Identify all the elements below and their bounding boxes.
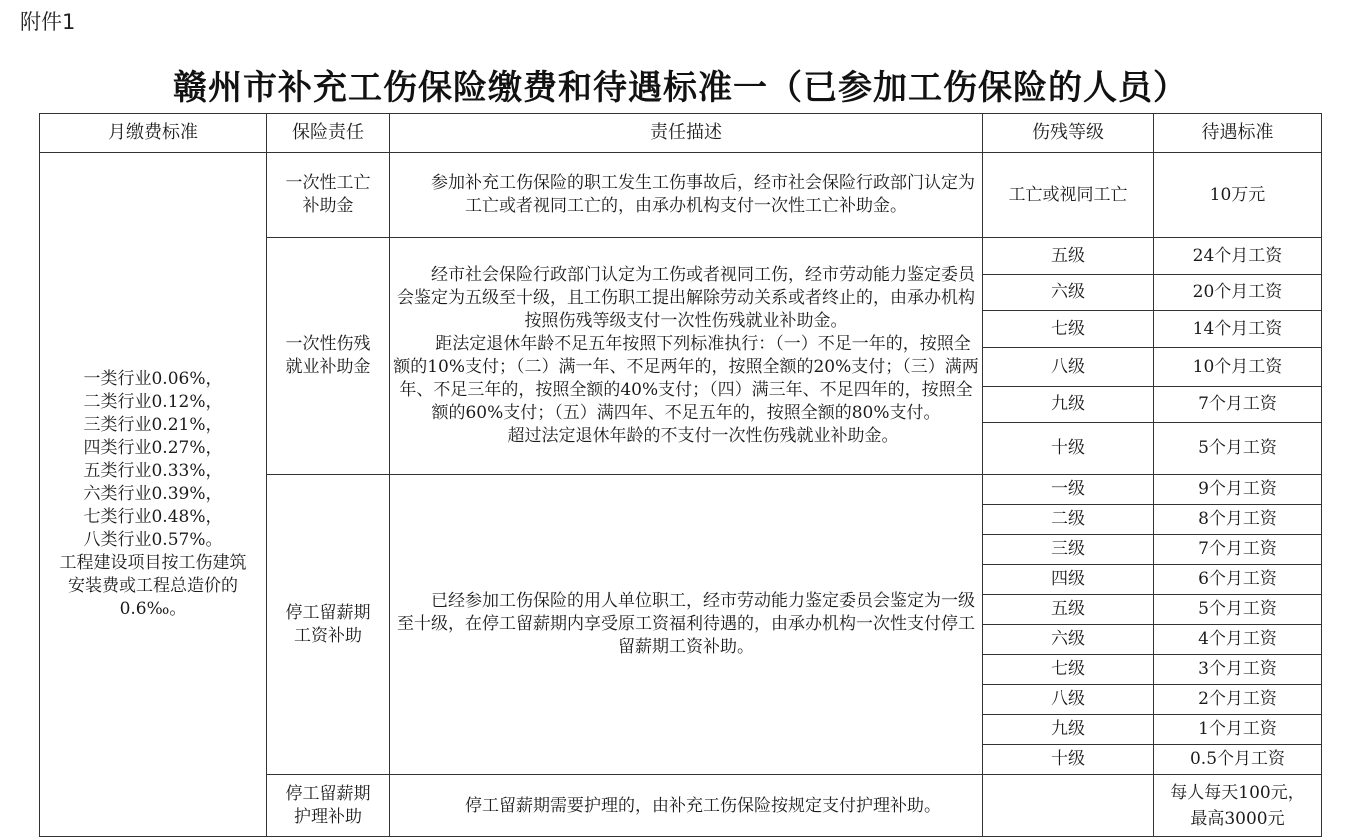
fee-line: 三类行业0.21%，: [83, 415, 223, 436]
grade-cell: 六级: [983, 275, 1154, 311]
header-description: 责任描述: [390, 114, 983, 153]
benefit-cell: 7个月工资: [1154, 535, 1322, 565]
benefit-cell: [1154, 775, 1322, 837]
attachment-label: 附件1: [20, 10, 76, 34]
description-paragraph: 经市社会保险行政部门认定为工伤或者视同工伤，经市劳动能力鉴定委员会鉴定为五级至十级，且工伤职工提出解除劳动关系或者终止的，由承办机构按照伤残等级支付一次性伤残就业补助金。: [397, 265, 975, 332]
fee-line: 一类行业0.06%，: [83, 369, 223, 390]
grade-cell: 五级: [983, 238, 1154, 275]
liability-nursing-subsidy: [267, 775, 390, 837]
benefit-cell: 9个月工资: [1154, 475, 1322, 505]
grade-cell: 四级: [983, 565, 1154, 595]
fee-line: 六类行业0.39%，: [83, 484, 223, 505]
fee-line: 工程建设项目按工伤建筑: [59, 552, 247, 573]
grade-cell: 九级: [983, 715, 1154, 745]
header-monthly-fee: 月缴费标准: [40, 114, 267, 153]
description-paragraph: 距法定退休年龄不足五年按照下列标准执行：（一）不足一年的，按照全额的10%支付；（二）满一年、不足两年的，按照全额的20%支付；（三）满两年、不足三年的，按照全额的40%支付；（四）满三年、不足四年的，按照全额的60%支付；（五）满四年、不足五年的，按照全额的80%支付。: [393, 334, 979, 423]
description-disability-employment: [390, 238, 983, 475]
liability-disability-employment: [267, 238, 390, 475]
fee-line: 四类行业0.27%，: [83, 438, 223, 459]
grade-cell: 十级: [983, 423, 1154, 475]
benefit-cell: 14个月工资: [1154, 311, 1322, 348]
table-row: [40, 153, 1322, 238]
grade-cell: [983, 775, 1154, 837]
benefit-cell: 10个月工资: [1154, 348, 1322, 387]
benefit-cell: 4个月工资: [1154, 625, 1322, 655]
header-benefit: 待遇标准: [1154, 114, 1322, 153]
benefit-cell: 20个月工资: [1154, 275, 1322, 311]
benefit-cell: 5个月工资: [1154, 595, 1322, 625]
description-paragraph: 超过法定退休年龄的不支付一次性伤残就业补助金。: [507, 425, 899, 446]
description-nursing-subsidy: [390, 775, 983, 837]
description-paragraph: 参加补充工伤保险的职工发生工伤事故后，经市社会保险行政部门认定为工亡或者视同工亡的，由承办机构支付一次性工亡补助金。: [431, 173, 975, 216]
grade-cell: 六级: [983, 625, 1154, 655]
description-paragraph: 已经参加工伤保险的用人单位职工，经市劳动能力鉴定委员会鉴定为一级至十级，在停工留薪期内享受原工资福利待遇的，由承办机构一次性支付停工留薪期工资补助。: [397, 591, 975, 657]
benefit-cell: 2个月工资: [1154, 685, 1322, 715]
grade-cell: 八级: [983, 348, 1154, 387]
liability-line: 一次性工亡: [285, 173, 371, 194]
description-death-benefit: [390, 153, 983, 238]
description-paragraph: 停工留薪期需要护理的，由补充工伤保险按规定支付护理补助。: [465, 796, 941, 816]
liability-death-benefit: [267, 153, 390, 238]
grade-cell: 二级: [983, 505, 1154, 535]
grade-cell: 一级: [983, 475, 1154, 505]
grade-cell: 十级: [983, 745, 1154, 775]
description-wage-subsidy: [390, 475, 983, 775]
benefit-cell: 10万元: [1154, 153, 1322, 238]
benefit-standard-table: [39, 113, 1322, 837]
grade-cell: 七级: [983, 655, 1154, 685]
liability-line: 停工留薪期: [285, 783, 371, 804]
liability-line: 补助金: [302, 196, 354, 216]
grade-cell: 八级: [983, 685, 1154, 715]
benefit-cell: 7个月工资: [1154, 387, 1322, 423]
fee-line: 七类行业0.48%，: [83, 506, 223, 527]
liability-line: 工资补助: [294, 625, 362, 646]
fee-line: 二类行业0.12%，: [83, 392, 223, 413]
fee-line: 0.6‰。: [119, 598, 187, 619]
grade-cell: 九级: [983, 387, 1154, 423]
benefit-line: 每人每天100元，: [1170, 782, 1305, 803]
liability-line: 护理补助: [294, 806, 362, 827]
fee-line: 安装费或工程总造价的: [68, 575, 238, 596]
header-disability-grade: 伤残等级: [983, 114, 1154, 153]
fee-line: 八类行业0.57%。: [83, 529, 223, 550]
grade-cell: 工亡或视同工亡: [983, 153, 1154, 238]
table-header-row: [40, 114, 1322, 153]
header-liability: 保险责任: [267, 114, 390, 153]
grade-cell: 七级: [983, 311, 1154, 348]
benefit-cell: 6个月工资: [1154, 565, 1322, 595]
grade-cell: 三级: [983, 535, 1154, 565]
liability-line: 一次性伤残: [285, 334, 371, 355]
liability-wage-subsidy: [267, 475, 390, 775]
monthly-fee-cell: [40, 153, 267, 837]
liability-line: 就业补助金: [285, 357, 371, 377]
benefit-cell: 8个月工资: [1154, 505, 1322, 535]
benefit-line: 最高3000元: [1190, 808, 1285, 829]
benefit-cell: 24个月工资: [1154, 238, 1322, 275]
benefit-cell: 5个月工资: [1154, 423, 1322, 475]
document-title: 赣州市补充工伤保险缴费和待遇标准一（已参加工伤保险的人员）: [173, 68, 1188, 108]
benefit-cell: 1个月工资: [1154, 715, 1322, 745]
liability-line: 停工留薪期: [285, 602, 371, 623]
fee-line: 五类行业0.33%，: [83, 461, 223, 482]
benefit-cell: 0.5个月工资: [1154, 745, 1322, 775]
grade-cell: 五级: [983, 595, 1154, 625]
benefit-cell: 3个月工资: [1154, 655, 1322, 685]
